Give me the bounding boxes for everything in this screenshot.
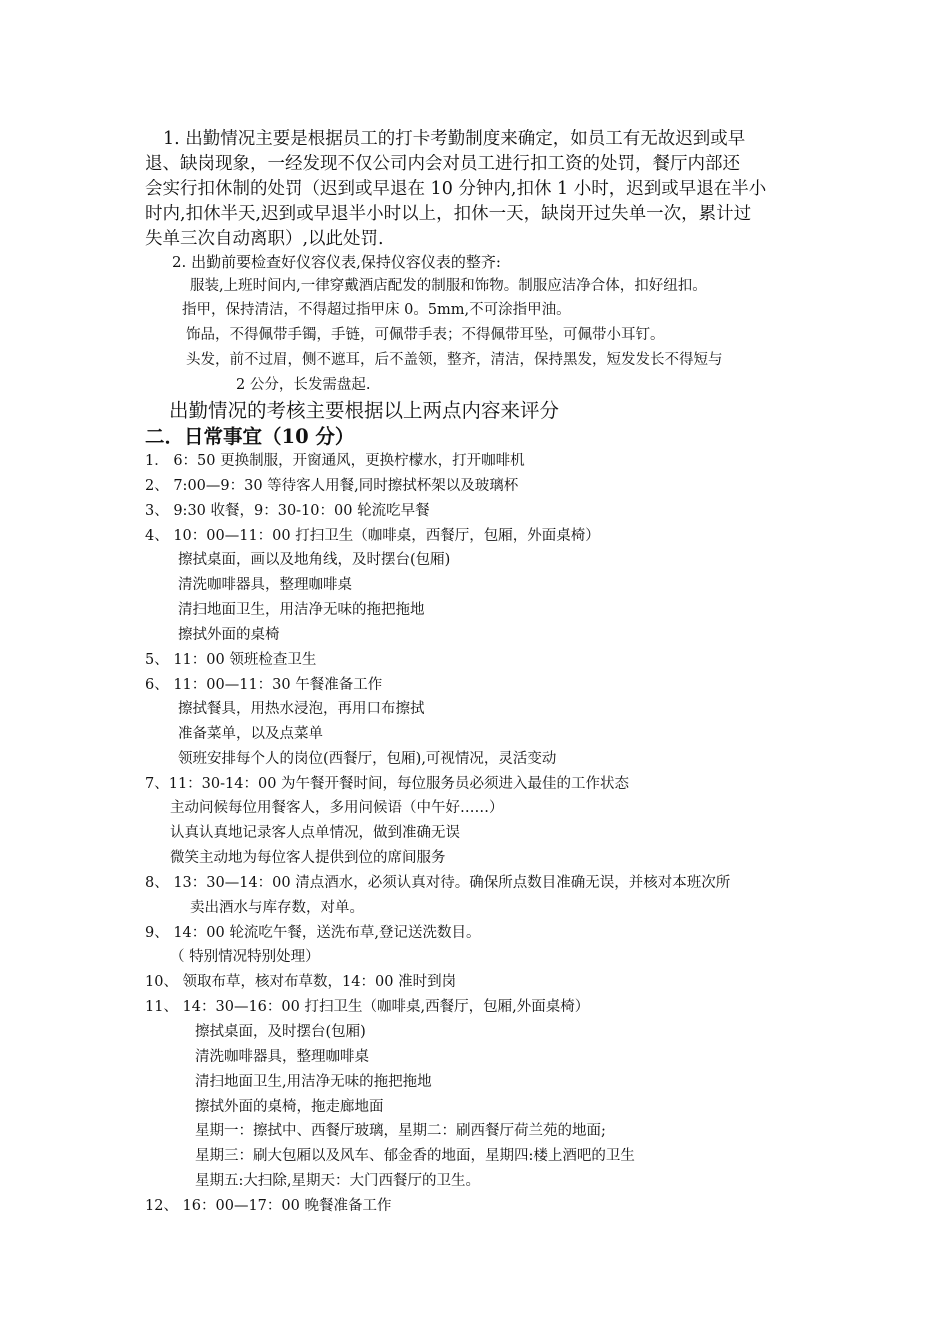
- attendance-rule-line-2: 退、缺岗现象，一经发现不仅公司内会对员工进行扣工资的处罚，餐厅内部还: [145, 154, 740, 174]
- daily-subitem: 领班安排每个人的岗位(西餐厅，包厢),可视情况，灵活变动: [178, 751, 557, 767]
- attendance-rule-line-5: 失单三次自动离职）,以此处罚.: [145, 229, 384, 249]
- daily-item-5: 5、 11：00 领班检查卫生: [145, 652, 317, 668]
- daily-subitem: 星期三：刷大包厢以及风车、郁金香的地面，星期四:楼上酒吧的卫生: [195, 1148, 635, 1164]
- daily-subitem: 擦拭桌面，画以及地角线，及时摆台(包厢): [178, 552, 451, 568]
- daily-subitem: 主动问候每位用餐客人，多用问候语（中午好……）: [170, 800, 504, 816]
- daily-subitem: 清扫地面卫生,用洁净无味的拖把拖地: [195, 1074, 432, 1090]
- hair-rule-line-2: 2 公分，长发需盘起.: [236, 377, 371, 393]
- daily-subitem: 微笑主动地为每位客人提供到位的席间服务: [170, 850, 446, 866]
- nails-rule: 指甲，保持清洁，不得超过指甲床 0。5mm,不可涂指甲油。: [182, 302, 571, 318]
- daily-subitem: 星期一：擦拭中、西餐厅玻璃，星期二：刷西餐厅荷兰苑的地面;: [195, 1123, 606, 1139]
- hair-rule-line-1: 头发，前不过眉，侧不遮耳，后不盖领，整齐，清洁，保持黑发，短发发长不得短与: [186, 352, 723, 368]
- appearance-rule-title: 2. 出勤前要检查好仪容仪表,保持仪容仪表的整齐:: [172, 253, 501, 271]
- daily-item-10: 10、 领取布草，核对布草数，14：00 准时到岗: [145, 974, 457, 990]
- daily-item-8: 8、 13：30—14：00 清点酒水，必须认真对待。确保所点数目准确无误，并核对本班次所: [145, 875, 731, 891]
- daily-subitem: 清洗咖啡器具，整理咖啡桌: [195, 1049, 369, 1065]
- daily-item-6: 6、 11：00—11：30 午餐准备工作: [145, 677, 383, 693]
- attendance-summary: 出勤情况的考核主要根据以上两点内容来评分: [169, 399, 560, 422]
- daily-subitem: 准备菜单，以及点菜单: [178, 726, 323, 742]
- daily-item-11: 11、 14：30—16：00 打扫卫生（咖啡桌,西餐厅，包厢,外面桌椅）: [145, 999, 590, 1015]
- attendance-rule-line-3: 会实行扣休制的处罚（迟到或早退在 10 分钟内,扣休 1 小时，迟到或早退在半小: [145, 179, 767, 199]
- daily-item-9: 9、 14：00 轮流吃午餐，送洗布草,登记送洗数目。: [145, 925, 481, 941]
- daily-item-9-note: （ 特别情况特别处理）: [170, 949, 320, 965]
- daily-item-8-continued: 卖出酒水与库存数，对单。: [190, 900, 364, 916]
- dress-rule: 服装,上班时间内,一律穿戴酒店配发的制服和饰物。制服应洁净合体，扣好纽扣。: [190, 278, 707, 294]
- jewelry-rule: 饰品，不得佩带手镯，手链，可佩带手表；不得佩带耳坠，可佩带小耳钉。: [186, 327, 665, 343]
- daily-subitem: 认真认真地记录客人点单情况，做到准确无误: [170, 825, 460, 841]
- daily-item-2: 2、 7:00—9：30 等待客人用餐,同时擦拭杯架以及玻璃杯: [145, 478, 519, 494]
- daily-subitem: 星期五:大扫除,星期天：大门西餐厅的卫生。: [195, 1173, 480, 1189]
- daily-item-4: 4、 10：00—11：00 打扫卫生（咖啡桌，西餐厅，包厢，外面桌椅）: [145, 528, 600, 544]
- daily-subitem: 擦拭桌面，及时摆台(包厢): [195, 1024, 366, 1040]
- daily-matters-heading: 二．日常事宜（10 分）: [145, 425, 355, 448]
- daily-subitem: 擦拭外面的桌椅，拖走廊地面: [195, 1099, 384, 1115]
- daily-subitem: 清扫地面卫生，用洁净无味的拖把拖地: [178, 602, 425, 618]
- daily-item-12: 12、 16：00—17：00 晚餐准备工作: [145, 1198, 392, 1214]
- daily-item-1: 1． 6：50 更换制服，开窗通风，更换柠檬水，打开咖啡机: [145, 453, 525, 469]
- daily-subitem: 清洗咖啡器具，整理咖啡桌: [178, 577, 352, 593]
- attendance-rule-line-1: 1. 出勤情况主要是根据员工的打卡考勤制度来确定，如员工有无故迟到或早: [163, 129, 746, 149]
- attendance-rule-line-4: 时内,扣休半天,迟到或早退半小时以上，扣休一天，缺岗开过失单一次，累计过: [145, 204, 752, 224]
- daily-subitem: 擦拭外面的桌椅: [178, 627, 280, 643]
- daily-item-7: 7、11：30-14：00 为午餐开餐时间，每位服务员必须进入最佳的工作状态: [145, 776, 630, 792]
- daily-item-3: 3、 9:30 收餐，9：30-10：00 轮流吃早餐: [145, 503, 430, 519]
- daily-subitem: 擦拭餐具，用热水浸泡，再用口布擦拭: [178, 701, 425, 717]
